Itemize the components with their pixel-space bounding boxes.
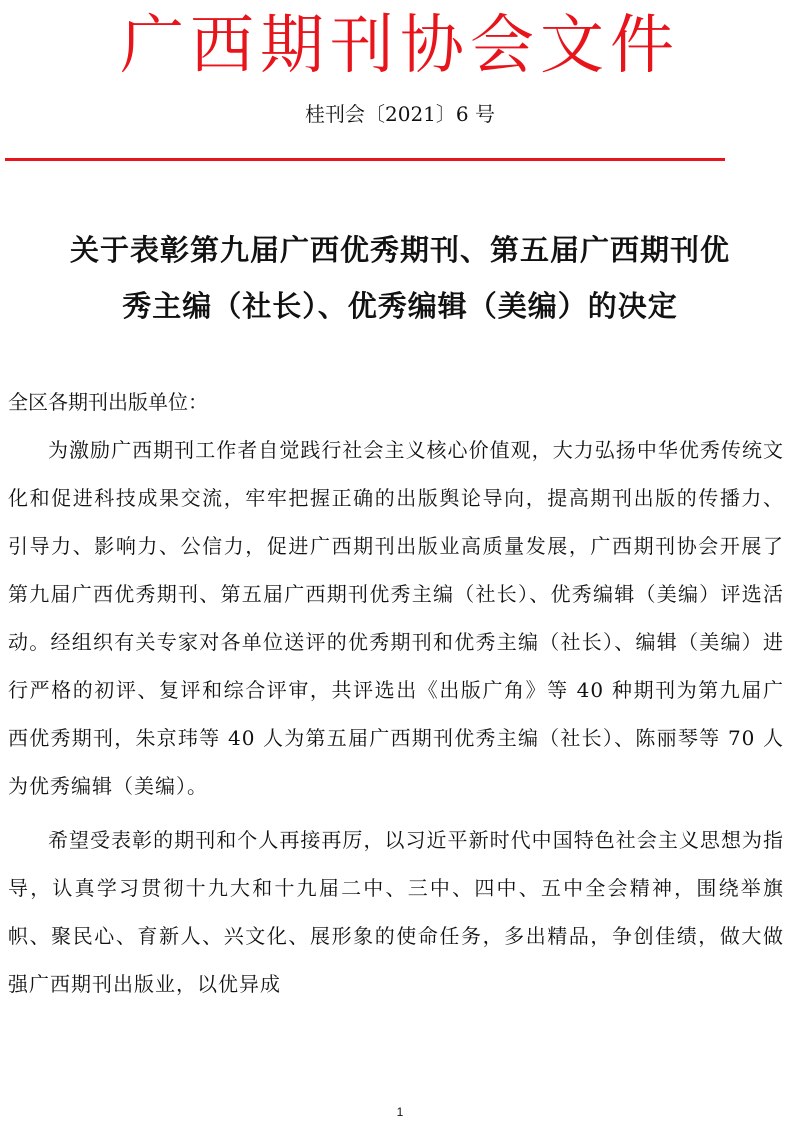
salutation: 全区各期刊出版单位： bbox=[8, 390, 208, 414]
document-body bbox=[8, 378, 784, 1014]
title-line-2: 秀主编（社长）、优秀编辑（美编）的决定 bbox=[122, 289, 678, 323]
title-line-1: 关于表彰第九届广西优秀期刊、第五届广西期刊优 bbox=[69, 233, 730, 267]
document-number: 桂刊会〔2021〕6 号 bbox=[305, 102, 495, 126]
red-divider-line bbox=[5, 158, 725, 161]
document-title bbox=[0, 222, 800, 334]
letterhead-title: 广西期刊协会文件 bbox=[120, 9, 680, 83]
paragraph-2: 希望受表彰的期刊和个人再接再厉，以习近平新时代中国特色社会主义思想为指导，认真学习贯彻十九大和十九届二中、三中、四中、五中全会精神，围绕举旗帜、聚民心、育新人、兴文化、展形象的使命任务，多出精品，争创佳绩，做大做强广西期刊出版业，以优异成 bbox=[8, 828, 784, 996]
page-number: 1 bbox=[396, 1105, 404, 1119]
paragraph-1: 为激励广西期刊工作者自觉践行社会主义核心价值观，大力弘扬中华优秀传统文化和促进科技成果交流，牢牢把握正确的出版舆论导向，提高期刊出版的传播力、引导力、影响力、公信力，促进广西期刊出版业高质量发展，广西期刊协会开展了第九届广西优秀期刊、第五届广西期刊优秀主编（社长）、优秀编辑（美编）评选活动。经组织有关专家对各单位送评的优秀期刊和优秀主编（社长）、编辑（美编）进行严格的初评、复评和综合评审，共评选出《出版广角》等 40 种期刊为第九届广西优秀期刊，朱京玮等 40 人为第五届广西期刊优秀主编（社长）、陈丽琴等 70 人为优秀编辑（美编）。 bbox=[8, 438, 784, 798]
